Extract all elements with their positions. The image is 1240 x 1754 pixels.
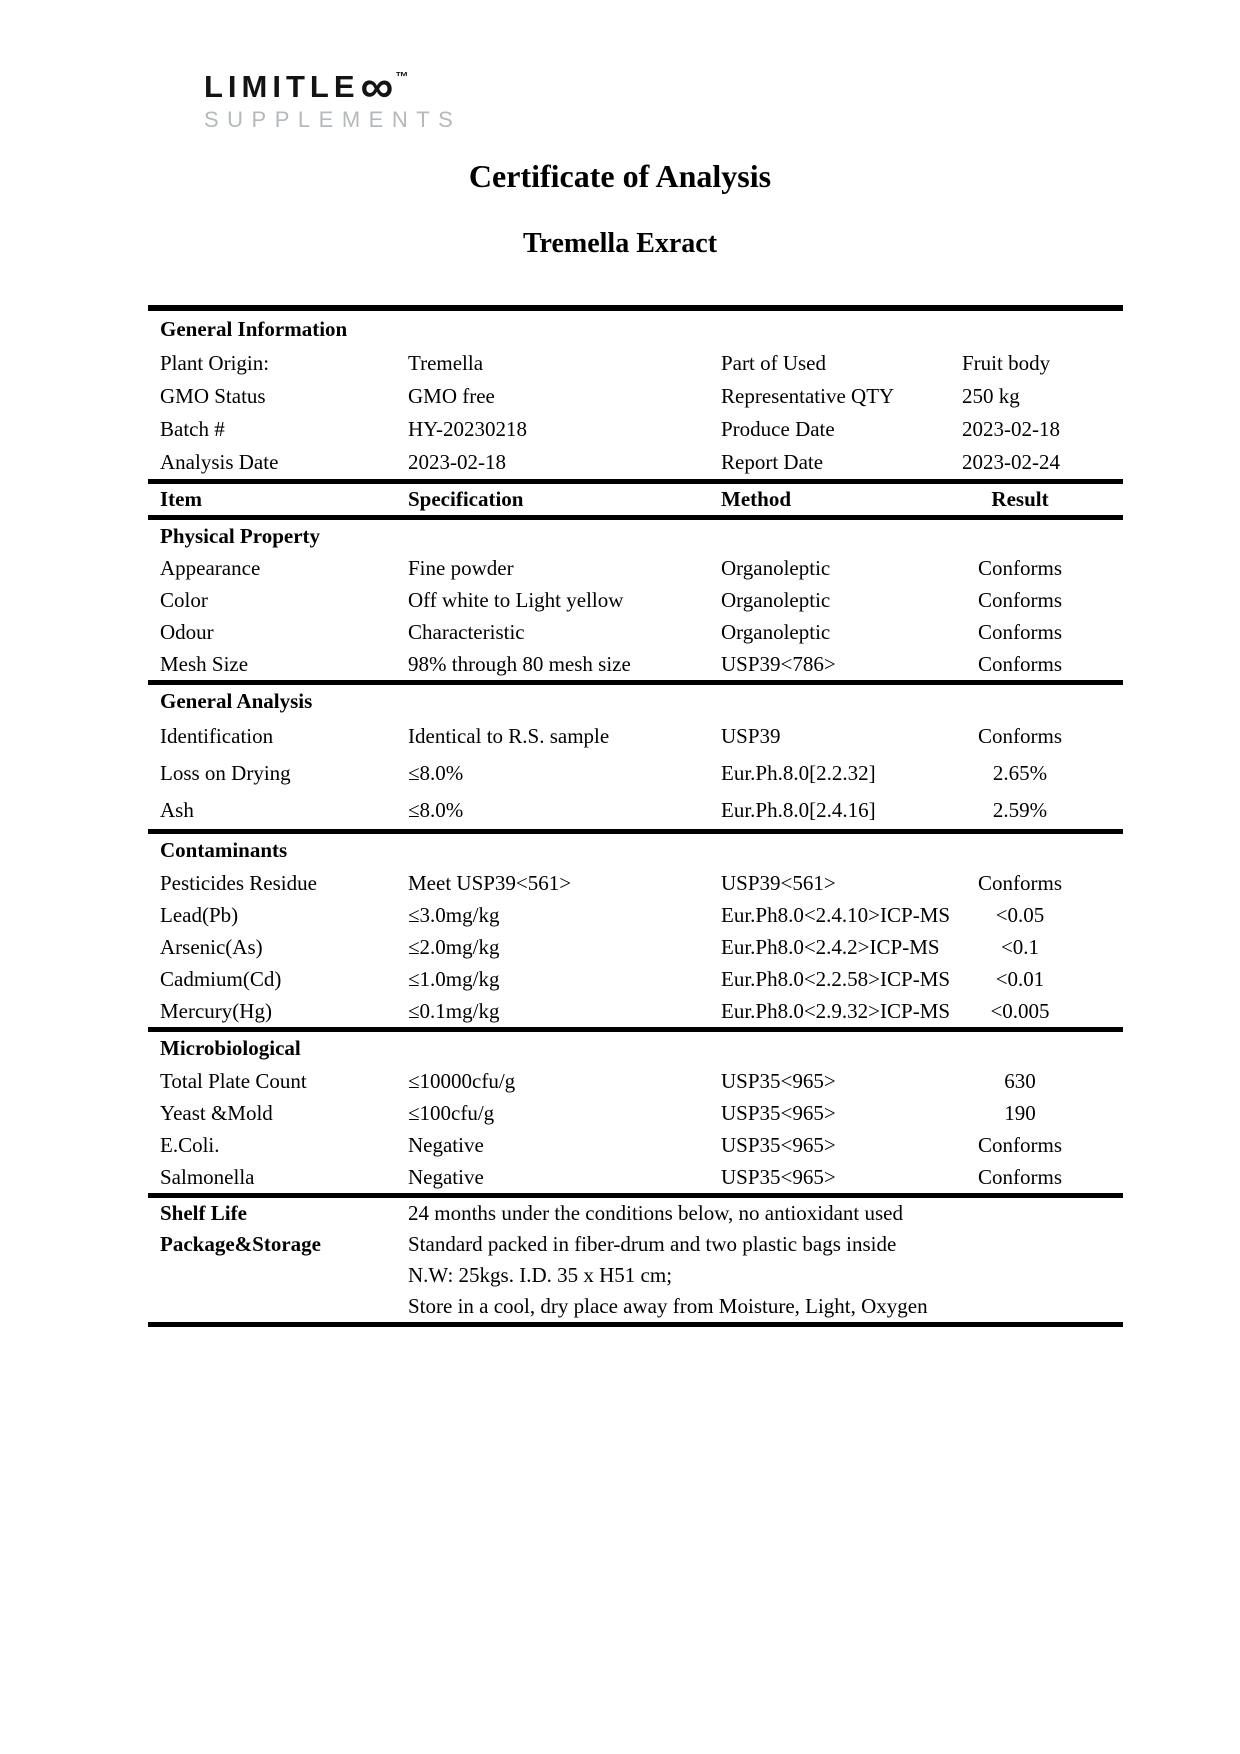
info-row [160, 413, 1123, 446]
infinity-icon: ∞ [360, 60, 394, 112]
table-row [160, 755, 1123, 792]
info-label: Representative QTY [721, 384, 895, 408]
result-cell: <0.05 [995, 903, 1045, 927]
info-row [160, 347, 1123, 380]
storage-row [160, 1198, 1123, 1229]
column-header-result: Result [991, 487, 1049, 511]
method-cell: Organoleptic [721, 620, 831, 644]
table-row [160, 1065, 1123, 1097]
general-analysis-section [148, 685, 1123, 829]
brand-subtitle: SUPPLEMENTS [204, 107, 462, 132]
result-cell: Conforms [978, 620, 1062, 644]
storage-label: Package&Storage [160, 1232, 321, 1256]
method-cell: USP35<965> [721, 1133, 836, 1157]
method-cell: USP35<965> [721, 1101, 836, 1125]
method-cell: Organoleptic [721, 556, 831, 580]
storage-row [160, 1291, 1123, 1322]
physical-property-section [148, 520, 1123, 680]
info-value: 2023-02-24 [962, 450, 1060, 474]
specification-cell: ≤8.0% [408, 798, 464, 822]
info-label: Plant Origin: [160, 351, 270, 375]
item-cell: Identification [160, 724, 274, 748]
specification-cell: ≤3.0mg/kg [408, 903, 500, 927]
result-cell: Conforms [978, 724, 1062, 748]
info-label: Analysis Date [160, 450, 279, 474]
method-cell: Eur.Ph8.0<2.4.10>ICP-MS [721, 903, 951, 927]
method-cell: Eur.Ph.8.0[2.4.16] [721, 798, 876, 822]
info-label: Batch # [160, 417, 225, 441]
table-row [160, 867, 1123, 899]
section-heading: General Analysis [160, 689, 313, 713]
storage-text: N.W: 25kgs. I.D. 35 x H51 cm; [408, 1263, 673, 1287]
result-cell: Conforms [978, 652, 1062, 676]
info-row [160, 380, 1123, 413]
general-information-section [148, 311, 1123, 479]
brand-name: LIMITLE [204, 69, 360, 104]
table-row [160, 718, 1123, 755]
table-row [160, 899, 1123, 931]
table-row [160, 584, 1123, 616]
result-cell: <0.005 [990, 999, 1050, 1023]
info-value: HY-20230218 [408, 417, 527, 441]
result-cell: <0.01 [995, 967, 1045, 991]
product-name: Tremella Exract [522, 228, 718, 259]
method-cell: USP39<561> [721, 871, 836, 895]
table-row [160, 552, 1123, 584]
result-cell: <0.1 [1000, 935, 1040, 959]
specification-cell: Negative [408, 1133, 484, 1157]
result-cell: 2.59% [992, 798, 1048, 822]
info-label: Part of Used [721, 351, 826, 375]
info-label: Produce Date [721, 417, 835, 441]
certificate-table [148, 305, 1123, 1327]
table-row [160, 963, 1123, 995]
info-value: 250 kg [962, 384, 1020, 408]
item-cell: Appearance [160, 556, 261, 580]
section-heading: General Information [160, 317, 348, 341]
table-row [160, 1129, 1123, 1161]
table-header-row [148, 484, 1123, 515]
specification-cell: Off white to Light yellow [408, 588, 624, 612]
section-heading: Contaminants [160, 838, 288, 862]
item-cell: Lead(Pb) [160, 903, 239, 927]
method-cell: USP39 [721, 724, 781, 748]
brand-wordmark [204, 60, 461, 112]
item-cell: Total Plate Count [160, 1069, 307, 1093]
method-cell: USP39<786> [721, 652, 836, 676]
column-header-specification: Specification [408, 487, 524, 511]
storage-label: Shelf Life [160, 1201, 247, 1225]
result-cell: 630 [1004, 1069, 1036, 1093]
item-cell: Color [160, 588, 208, 612]
item-cell: Loss on Drying [160, 761, 291, 785]
result-cell: 2.65% [992, 761, 1048, 785]
specification-cell: Fine powder [408, 556, 514, 580]
result-cell: Conforms [978, 556, 1062, 580]
item-cell: Salmonella [160, 1165, 255, 1189]
specification-cell: ≤1.0mg/kg [408, 967, 500, 991]
section-heading: Microbiological [160, 1036, 301, 1060]
storage-label [160, 1260, 408, 1291]
storage-text: 24 months under the conditions below, no antioxidant used [408, 1201, 903, 1225]
storage-text: Standard packed in fiber-drum and two plastic bags inside [408, 1232, 897, 1256]
storage-row [160, 1229, 1123, 1260]
result-cell: Conforms [978, 1133, 1062, 1157]
specification-cell: Meet USP39<561> [408, 871, 572, 895]
trademark-icon: ™ [395, 69, 409, 84]
storage-text: Store in a cool, dry place away from Moisture, Light, Oxygen [408, 1294, 928, 1318]
method-cell: Eur.Ph8.0<2.4.2>ICP-MS [721, 935, 940, 959]
specification-cell: ≤0.1mg/kg [408, 999, 500, 1023]
item-cell: Mesh Size [160, 652, 249, 676]
item-cell: Odour [160, 620, 214, 644]
specification-cell: ≤10000cfu/g [408, 1069, 516, 1093]
specification-cell: 98% through 80 mesh size [408, 652, 631, 676]
table-row [160, 648, 1123, 680]
result-cell: Conforms [978, 588, 1062, 612]
info-label: Report Date [721, 450, 824, 474]
method-cell: Eur.Ph8.0<2.9.32>ICP-MS [721, 999, 951, 1023]
info-value: Tremella [408, 351, 484, 375]
info-row [160, 446, 1123, 479]
method-cell: USP35<965> [721, 1069, 836, 1093]
table-row [160, 1161, 1123, 1193]
brand-logo [204, 60, 461, 133]
result-cell: Conforms [978, 871, 1062, 895]
info-label: GMO Status [160, 384, 266, 408]
item-cell: Yeast &Mold [160, 1101, 273, 1125]
table-row [160, 995, 1123, 1027]
document-title: Certificate of Analysis [468, 158, 772, 194]
method-cell: Eur.Ph8.0<2.2.58>ICP-MS [721, 967, 951, 991]
table-row [160, 1097, 1123, 1129]
specification-cell: ≤8.0% [408, 761, 464, 785]
contaminants-section [148, 834, 1123, 1027]
method-cell: Eur.Ph.8.0[2.2.32] [721, 761, 876, 785]
specification-cell: ≤2.0mg/kg [408, 935, 500, 959]
column-header-item: Item [160, 487, 202, 511]
item-cell: Pesticides Residue [160, 871, 317, 895]
item-cell: Cadmium(Cd) [160, 967, 282, 991]
specification-cell: Identical to R.S. sample [408, 724, 610, 748]
info-value: 2023-02-18 [408, 450, 506, 474]
method-cell: Organoleptic [721, 588, 831, 612]
storage-label [160, 1291, 408, 1322]
shelf-life-storage-section [148, 1198, 1123, 1322]
table-row [160, 931, 1123, 963]
info-value: Fruit body [962, 351, 1051, 375]
item-cell: E.Coli. [160, 1133, 220, 1157]
info-value: GMO free [408, 384, 495, 408]
specification-cell: Characteristic [408, 620, 525, 644]
microbiological-section [148, 1032, 1123, 1193]
info-value: 2023-02-18 [962, 417, 1060, 441]
result-cell: 190 [1004, 1101, 1036, 1125]
table-row [160, 616, 1123, 648]
item-cell: Arsenic(As) [160, 935, 263, 959]
storage-row [160, 1260, 1123, 1291]
specification-cell: Negative [408, 1165, 484, 1189]
specification-cell: ≤100cfu/g [408, 1101, 495, 1125]
result-cell: Conforms [978, 1165, 1062, 1189]
item-cell: Mercury(Hg) [160, 999, 272, 1023]
column-header-method: Method [721, 487, 791, 511]
divider [148, 1322, 1123, 1327]
method-cell: USP35<965> [721, 1165, 836, 1189]
section-heading: Physical Property [160, 524, 321, 548]
item-cell: Ash [160, 798, 194, 822]
table-row [160, 792, 1123, 829]
